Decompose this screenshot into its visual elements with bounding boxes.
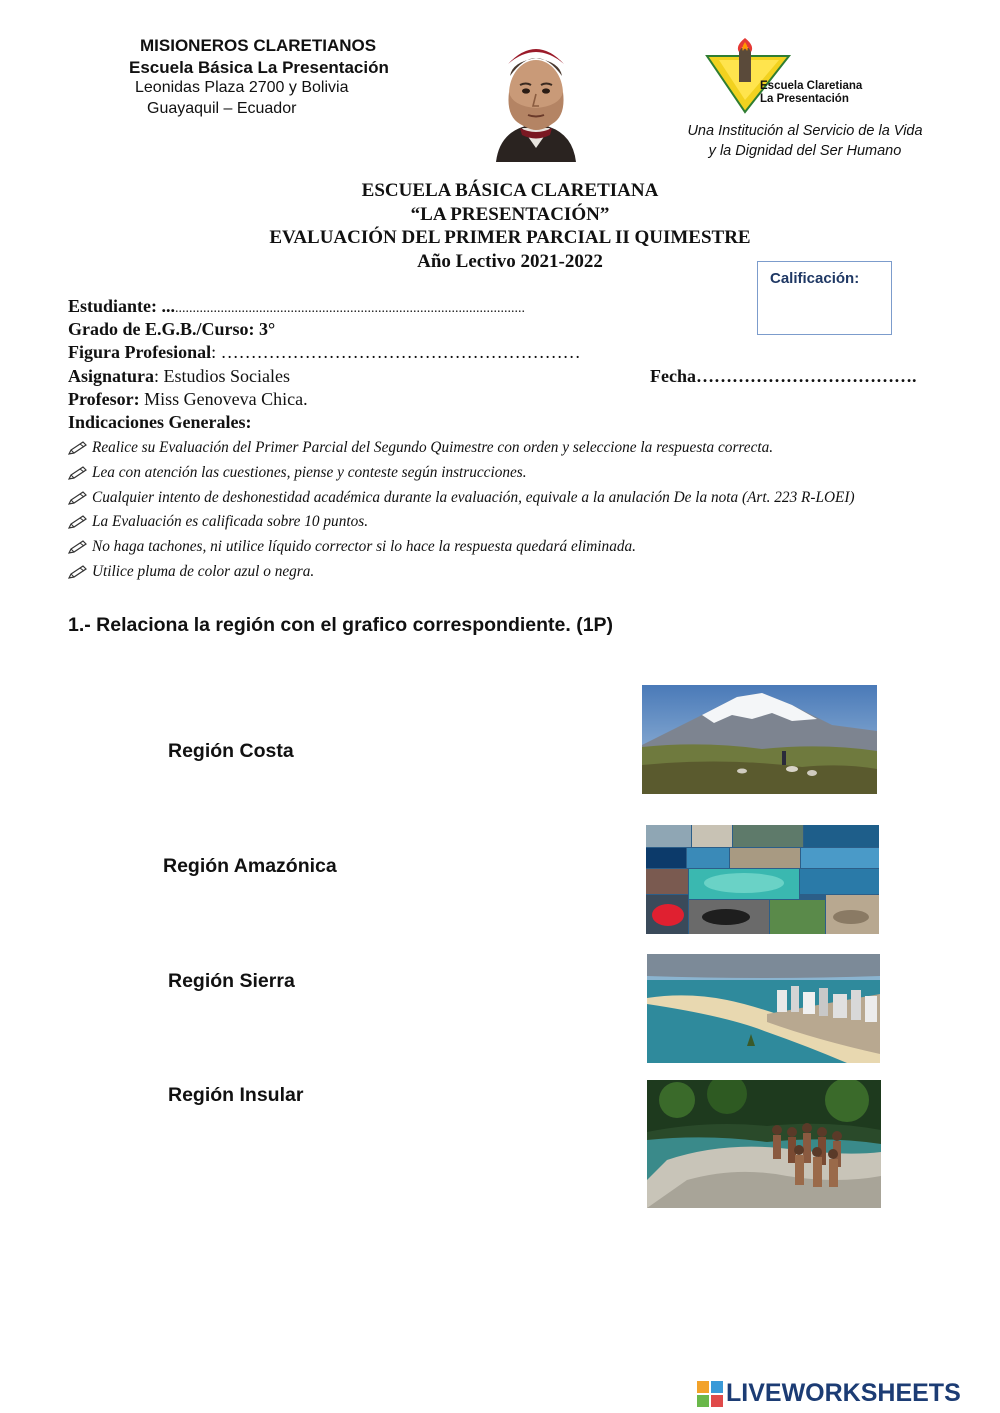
school-name: Escuela Básica La Presentación [129, 58, 389, 77]
student-field[interactable] [68, 296, 525, 317]
region-label-costa[interactable]: Región Costa [168, 740, 294, 762]
student-blank: .................................................................................................... [175, 301, 526, 316]
founder-portrait [490, 36, 582, 162]
subject-field [68, 366, 290, 387]
student-label: Estudiante: ... [68, 296, 176, 316]
teacher-field [68, 389, 308, 410]
question-1: 1.- Relaciona la región con el grafico correspondiente. (1P) [68, 614, 614, 636]
instruction-item [68, 464, 527, 482]
instruction-text: Utilice pluma de color azul o negra. [92, 563, 315, 580]
figure-label: Figura Profesional [68, 342, 212, 362]
school-address: Leonidas Plaza 2700 y Bolivia [135, 79, 349, 96]
title-line-2: “LA PRESENTACIÓN” [410, 204, 610, 225]
title-line-1: ESCUELA BÁSICA CLARETIANA [361, 180, 659, 201]
date-field[interactable]: Fecha………………………………. [650, 366, 917, 386]
logo-text [760, 80, 862, 106]
grade-field [68, 319, 275, 340]
figure-field[interactable] [68, 342, 581, 363]
instruction-item [68, 439, 773, 457]
pencil-icon [68, 565, 88, 579]
institution-motto [680, 121, 930, 161]
instruction-text: Realice su Evaluación del Primer Parcial del Segundo Quimestre con orden y seleccione la respuesta correcta. [92, 439, 774, 456]
beach-city-photo[interactable] [647, 954, 880, 1063]
pencil-icon [68, 466, 88, 480]
liveworksheets-wordmark: LIVEWORKSHEETS [726, 1379, 961, 1407]
pencil-icon [68, 491, 88, 505]
grade-box-label: Calificación: [770, 270, 860, 287]
teacher-label: Profesor: [68, 389, 140, 409]
liveworksheets-logo-icon [697, 1381, 723, 1407]
logo-line-1: Escuela Claretiana [760, 80, 863, 92]
instructions-title: Indicaciones Generales: [68, 412, 252, 432]
region-label-insular[interactable]: Región Insular [168, 1084, 304, 1106]
instruction-text: Cualquier intento de deshonestidad académica durante la evaluación, equivale a la anulación De la nota (Art. 223 R-LOEI) [92, 489, 855, 506]
mountain-photo[interactable] [642, 685, 877, 794]
instruction-text: No haga tachones, ni utilice líquido corrector si lo hace la respuesta quedará eliminada. [92, 538, 636, 555]
teacher-value: Miss Genoveva Chica. [139, 389, 308, 409]
pencil-icon [68, 540, 88, 554]
instruction-text: Lea con atención las cuestiones, piense y conteste según instrucciones. [92, 464, 527, 481]
instruction-item [68, 513, 368, 531]
motto-line-1: Una Institución al Servicio de la Vida [687, 123, 923, 139]
instruction-item [68, 538, 636, 556]
grade-label: Grado de E.G.B./Curso: 3° [68, 319, 276, 339]
motto-line-2: y la Dignidad del Ser Humano [708, 143, 902, 159]
logo-line-2: La Presentación [760, 93, 849, 105]
instruction-item [68, 489, 855, 507]
islands-collage-photo[interactable] [646, 825, 879, 934]
title-line-3: EVALUACIÓN DEL PRIMER PARCIAL II QUIMESTRE [269, 227, 751, 248]
school-city: Guayaquil – Ecuador [147, 100, 297, 117]
region-label-sierra[interactable]: Región Sierra [168, 970, 295, 992]
region-label-amazonica[interactable]: Región Amazónica [163, 855, 337, 877]
liveworksheets-brand [697, 1379, 961, 1408]
pencil-icon [68, 441, 88, 455]
figure-blank: : …………………………………………………… [211, 342, 581, 362]
title-line-4: Año Lectivo 2021-2022 [417, 251, 603, 272]
rainforest-people-photo[interactable] [647, 1080, 881, 1208]
subject-label: Asignatura [68, 366, 155, 386]
subject-value: : Estudios Sociales [154, 366, 291, 386]
org-title: MISIONEROS CLARETIANOS [140, 36, 377, 55]
instruction-text: La Evaluación es calificada sobre 10 puntos. [92, 513, 369, 530]
pencil-icon [68, 515, 88, 529]
grade-box[interactable] [757, 261, 892, 335]
instruction-item [68, 563, 314, 581]
